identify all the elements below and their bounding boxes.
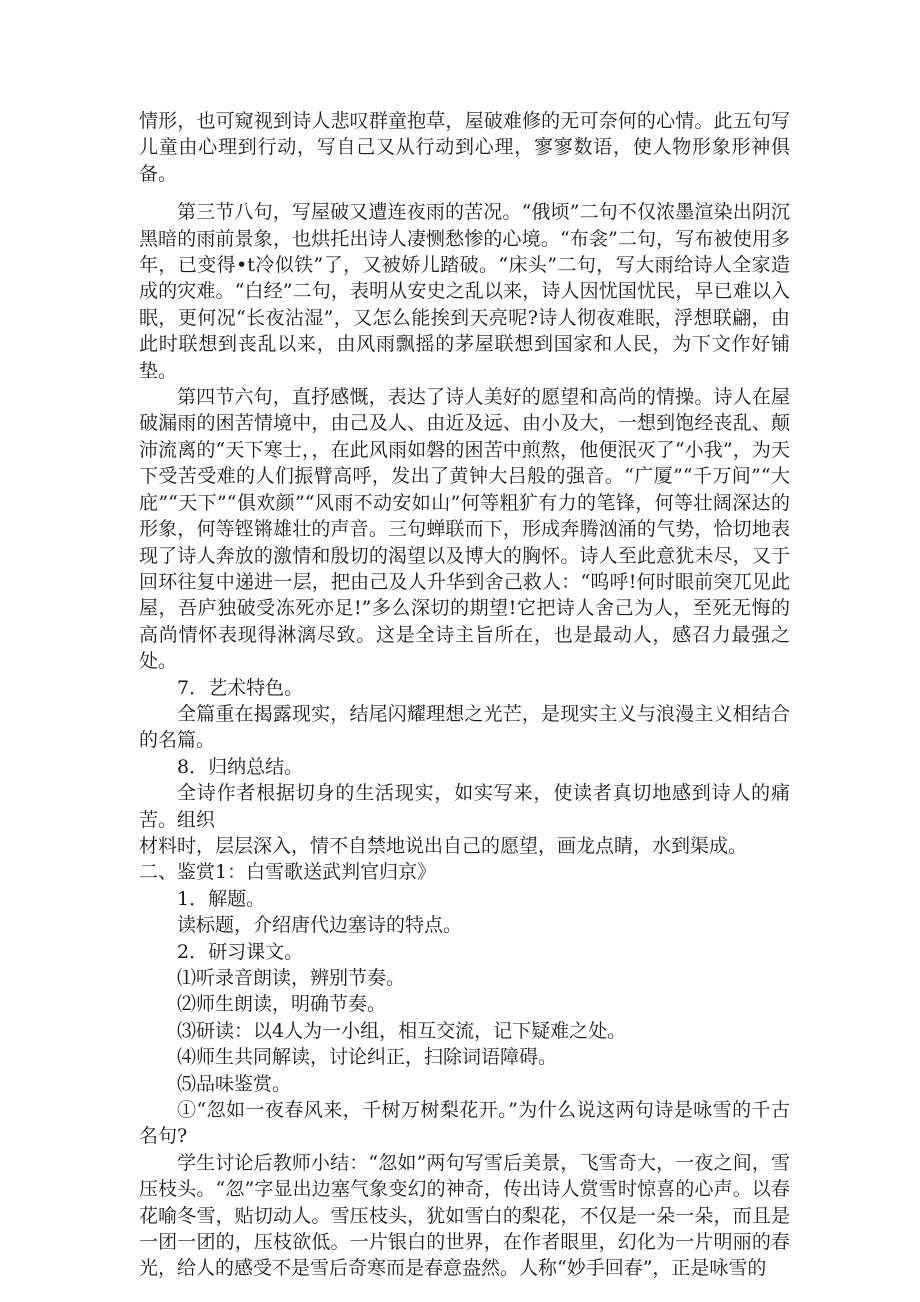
paragraph-summary-part1: 全诗作者根据切身的生活现实，如实写来，使读者真切地感到诗人的痛苦。组织 (139, 782, 790, 831)
list-item-step2: ⑵师生朗读，明确节奏。 (177, 993, 387, 1016)
heading-study-text: 2．研习课文。 (177, 940, 304, 963)
list-item-step1: ⑴听录音朗读，辨别节奏。 (177, 967, 406, 989)
paragraph-section-four: 第四节六句，直抒感慨，表达了诗人美好的愿望和高尚的情操。诗人在屋破漏雨的困苦情境中，由己及人、由近及远、由小及大，一想到饱经丧乱、颠沛流离的“天下寒士，，在此风雨如磐的困苦中煎熬，他便泯灭了“小我”，为天下受苦受难的人们振臂高呼，发出了黄钟大吕般的强音。“广厦”“千万间”“大庇”“天下”“俱欢颜”“风雨不动安如山”何等粗犷有力的笔锋，何等壮阔深达的形象，何等铿锵雄壮的声音。三句蝉联而下，形成奔腾汹涌的气势，恰切地表现了诗人奔放的激情和殷切的渴望以及博大的胸怀。诗人至此意犹未尽，又于回环往复中递进一层，把由己及人升华到舍己救人：“呜呼!何时眼前突兀见此屋，吾庐独破受冻死亦足!”多么深切的期望!它把诗人舍己为人，至死无悔的高尚情怀表现得淋漓尽致。这是全诗主旨所在，也是最动人，感召力最强之处。 (139, 386, 790, 673)
paragraph-title-explanation: 读标题，介绍唐代边塞诗的特点。 (177, 914, 463, 937)
paragraph-teacher-summary: 学生讨论后教师小结：“忽如”两句写雪后美景，飞雪奇大，一夜之间，雪压枝头。“忽”字显出边塞气象变幻的神奇，传出诗人赏雪时惊喜的心声。以春花喻冬雪，贴切动人。雪压枝头，犹如雪白的梨花，不仅是一朵一朵，而且是一团一团的，压枝欲低。一片银白的世界，在作者眼里，幻化为一片明丽的春光，给人的感受不是雪后奇寒而是春意盎然。人称“妙手回春”，正是咏雪的 (139, 1151, 790, 1280)
heading-summary: 8．归纳总结。 (177, 755, 304, 778)
list-item-step3: ⑶研读：以4人为一小组，相互交流，记下疑难之处。 (177, 1019, 627, 1042)
paragraph-summary-part2: 材料时，层层深入，情不自禁地说出自己的愿望，画龙点睛，水到渠成。 (139, 834, 748, 857)
list-item-step5: ⑸品味鉴赏。 (177, 1072, 292, 1095)
list-item-step4: ⑷师生共同解读，讨论纠正，扫除词语障碍。 (177, 1046, 558, 1069)
paragraph-section-three: 第三节八句，写屋破又遭连夜雨的苦况。“俄顷”二句不仅浓墨渲染出阴沉黑暗的雨前景象，也烘托出诗人凄恻愁惨的心境。“布衾”二句，写布被使用多年，已变得•t冷似铁”了，又被娇儿踏破。“床头”二句，写大雨给诗人全家造成的灾难。“白经”二句，表明从安史之乱以来，诗人因忧国忧民，早已难以入眠，更何况“长夜沾湿”，又怎么能挨到天亮呢?诗人彻夜难眠，浮想联翩，由此时联想到丧乱以来，由风雨飘摇的茅屋联想到国家和人民，为下文作好铺垫。 (139, 201, 790, 382)
section-heading-appreciation: 二、鉴赏1：白雪歌送武判官归京》 (139, 861, 437, 884)
heading-art-features: 7．艺术特色。 (177, 676, 304, 699)
question-famous-lines: ①“忽如一夜春风来，千树万树梨花开。”为什么说这两句诗是咏雪的千古名句? (139, 1099, 790, 1148)
heading-title-explanation: 1．解题。 (177, 887, 266, 910)
paragraph-art-features: 全篇重在揭露现实，结尾闪耀理想之光芒，是现实主义与浪漫主义相结合的名篇。 (139, 702, 790, 752)
paragraph-intro: 情形，也可窥视到诗人悲叹群童抱草，屋破难修的无可奈何的心情。此五句写儿童由心理到行动，写自己又从行动到心理，寥寥数语，使人物形象形神俱备。 (139, 110, 790, 185)
